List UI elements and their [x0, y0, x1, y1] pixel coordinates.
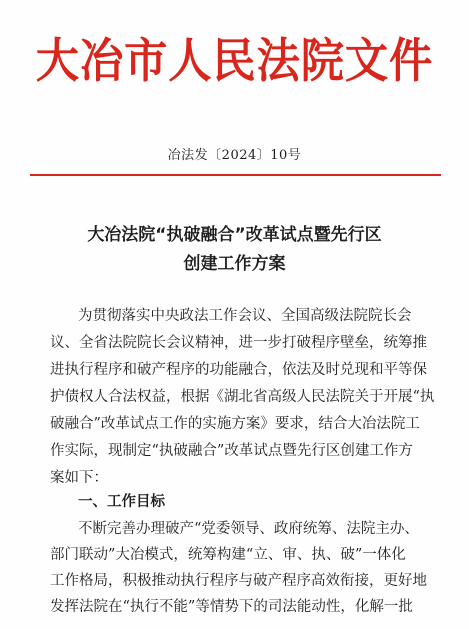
document-number: 冶法发〔2024〕10号: [167, 148, 302, 163]
section-1-line-3: 工作格局，积极推动执行程序与破产程序高效衔接，更好地: [50, 573, 427, 589]
document-title-line-1: 大冶法院“执破融合”改革试点暨先行区: [87, 225, 382, 245]
red-divider-line: [30, 174, 441, 176]
paragraph-1-line-6: 作实际，现制定“执破融合”改革试点暨先行区创建工作方: [50, 443, 413, 459]
issuer-header-title: 大冶市人民法院文件: [35, 34, 434, 89]
paragraph-1-line-7: 案如下：: [50, 470, 108, 486]
paragraph-1-line-3: 进执行程序和破产程序的功能融合，依法及时兑现和平等保: [50, 362, 427, 378]
section-1-line-1: 不断完善办理破产“党委领导、政府统筹、法院主办、: [78, 521, 419, 537]
document-title-line-2: 创建工作方案: [183, 254, 286, 274]
section-1-line-2: 部门联动”大冶模式，统筹构建“立、审、执、破”一体化: [50, 547, 406, 563]
paragraph-1-line-4: 护债权人合法权益，根据《湖北省高级人民法院关于开展“执: [50, 389, 435, 405]
paragraph-1-line-5: 破融合”改革试点工作的实施方案》要求，结合大冶法院工: [50, 416, 420, 432]
section-1-line-4: 发挥法院在“执行不能”等情势下的司法能动性，化解一批: [50, 599, 413, 615]
section-heading-work-goals: 一、工作目标: [78, 494, 165, 510]
paragraph-1-line-2: 议、全省法院院长会议精神，进一步打破程序壁垒，统筹推: [50, 335, 427, 351]
paragraph-1-line-1: 为贯彻落实中央政法工作会议、全国高级法院院长会: [78, 308, 412, 324]
